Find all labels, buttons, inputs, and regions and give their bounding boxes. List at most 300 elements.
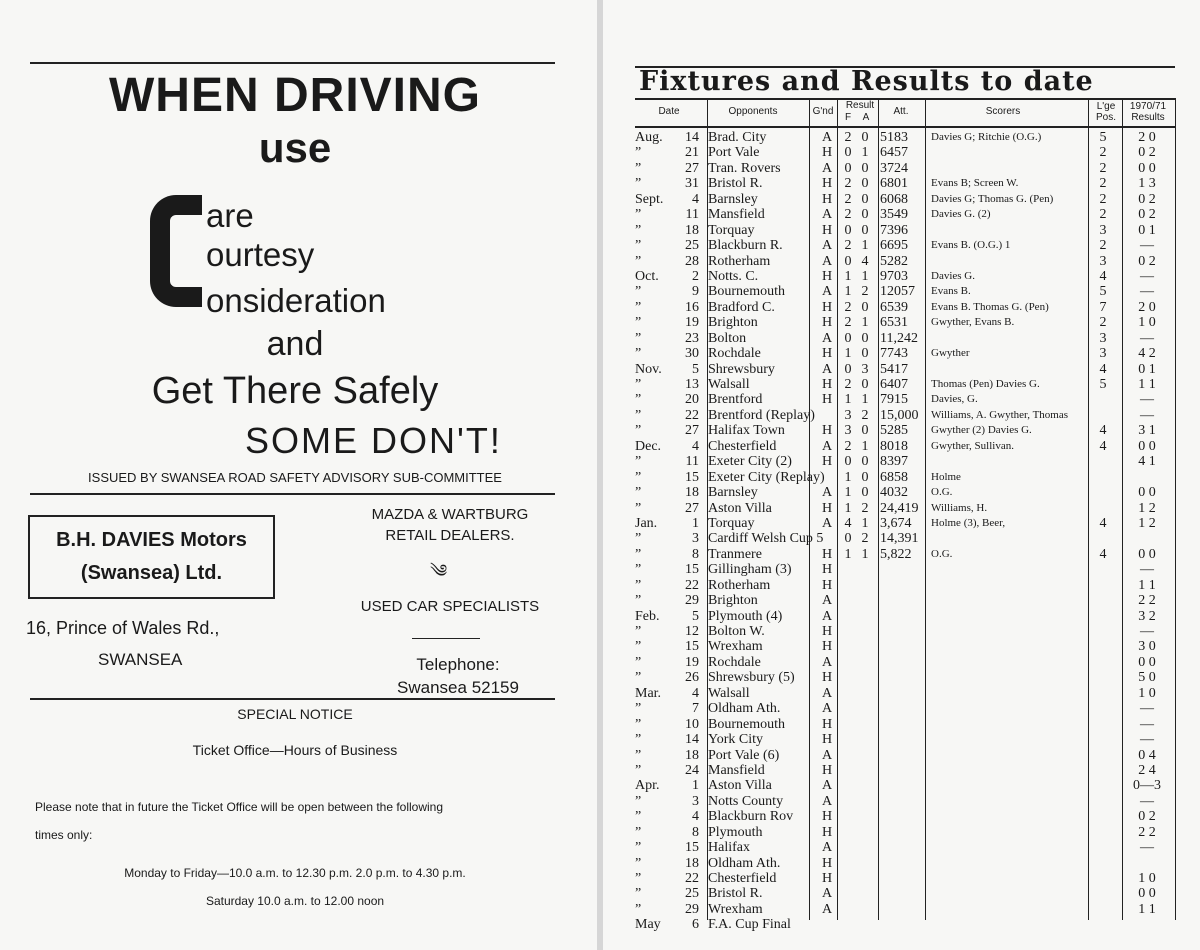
opponent-cell: Cardiff Welsh Cup 5	[708, 531, 824, 547]
result-against-cell: 2	[861, 531, 869, 547]
month-cell: ”	[635, 747, 642, 763]
prev-result-cell: —	[1140, 407, 1154, 423]
special-notice: SPECIAL NOTICE	[237, 706, 353, 722]
opponent-cell: Torquay	[708, 515, 755, 531]
table-row	[633, 192, 1178, 207]
table-row	[633, 254, 1178, 269]
ground-cell: H	[821, 716, 833, 732]
ground-cell: A	[821, 207, 833, 223]
header-league-pos-2: Pos.	[1095, 112, 1116, 123]
table-row	[633, 130, 1178, 145]
day-cell: 18	[685, 747, 699, 763]
league-pos-cell: 5	[1099, 377, 1107, 392]
prev-result-cell: 0 0	[1138, 438, 1156, 454]
text-and: and	[266, 325, 324, 363]
league-pos-cell: 4	[1099, 515, 1107, 531]
prev-result-cell: 0 1	[1138, 222, 1156, 238]
result-for-cell: 1	[844, 392, 852, 408]
month-cell: Dec.	[635, 438, 662, 454]
day-cell: 29	[685, 901, 699, 917]
attendance-cell: 6695	[880, 238, 908, 254]
day-cell: 8	[692, 546, 699, 562]
attendance-cell: 15,000	[880, 407, 919, 423]
opponent-cell: Gillingham (3)	[708, 562, 792, 578]
prev-result-cell: 0 2	[1138, 809, 1156, 825]
table-row	[633, 624, 1178, 639]
attendance-cell: 6801	[880, 176, 908, 192]
league-pos-cell: 4	[1099, 438, 1107, 454]
ground-cell: H	[821, 377, 833, 392]
scorers-cell: Davies, G.	[931, 393, 978, 406]
ground-cell: H	[821, 871, 833, 886]
opponent-cell: Barnsley	[708, 485, 758, 501]
ground-cell: H	[821, 562, 833, 578]
table-row	[633, 269, 1178, 284]
attendance-cell: 6407	[880, 377, 908, 392]
table-row	[633, 748, 1178, 763]
result-for-cell: 1	[844, 346, 852, 362]
prev-result-cell: 1 0	[1138, 315, 1156, 331]
day-cell: 18	[685, 485, 699, 501]
opponent-cell: Halifax	[708, 840, 750, 856]
table-row	[633, 300, 1178, 315]
table-row	[633, 454, 1178, 469]
month-cell: ”	[635, 346, 642, 362]
ground-cell: H	[821, 191, 833, 207]
result-for-cell: 1	[844, 546, 852, 562]
ground-cell: H	[821, 809, 833, 825]
opponent-cell: Brentford (Replay)	[708, 407, 815, 423]
attendance-cell: 7915	[880, 392, 908, 408]
month-cell: Nov.	[635, 361, 662, 377]
ground-cell: A	[821, 361, 833, 377]
prev-result-cell: —	[1140, 716, 1154, 732]
table-row	[633, 778, 1178, 793]
month-cell: Jan.	[635, 515, 658, 531]
prev-result-cell: 0 4	[1138, 747, 1156, 763]
opponent-cell: Bolton	[708, 330, 747, 346]
result-for-cell: 0	[844, 253, 852, 269]
scorers-cell: Gwyther	[931, 347, 970, 360]
table-row	[633, 856, 1178, 871]
month-cell: ”	[635, 824, 642, 840]
month-cell: ”	[635, 469, 642, 485]
day-cell: 11	[685, 454, 699, 470]
prev-result-cell: 3 0	[1138, 639, 1156, 655]
table-row	[633, 501, 1178, 516]
day-cell: 27	[685, 500, 699, 516]
dealer-name: B.H. DAVIES Motors	[56, 529, 247, 551]
prev-result-cell: 0 2	[1138, 253, 1156, 269]
opponent-cell: Rotherham	[708, 253, 771, 269]
opponent-cell: Brighton	[708, 315, 758, 331]
table-row	[633, 516, 1178, 531]
ground-cell: H	[821, 762, 833, 778]
ground-cell: A	[821, 238, 833, 254]
league-pos-cell: 2	[1099, 238, 1107, 254]
day-cell: 26	[685, 670, 699, 686]
prev-result-cell: 0 1	[1138, 361, 1156, 377]
opponent-cell: Tran. Rovers	[708, 160, 781, 176]
result-against-cell: 0	[861, 469, 869, 485]
month-cell: ”	[635, 238, 642, 254]
day-cell: 1	[692, 515, 699, 531]
result-against-cell: 1	[861, 546, 869, 562]
table-row	[633, 902, 1178, 917]
league-pos-cell: 2	[1099, 207, 1107, 223]
header-opponents: Opponents	[728, 106, 778, 117]
month-cell: ”	[635, 716, 642, 732]
day-cell: 4	[692, 191, 699, 207]
result-for-cell: 2	[844, 315, 852, 331]
table-row	[633, 377, 1178, 392]
headline-use: use	[258, 124, 332, 171]
headline-when-driving: WHEN DRIVING	[109, 69, 481, 122]
day-cell: 3	[692, 531, 699, 547]
opponent-cell: Bradford C.	[708, 299, 775, 315]
scorers-cell: Gwyther, Sullivan.	[931, 439, 1014, 452]
opponent-cell: Rochdale	[708, 346, 761, 362]
result-for-cell: 1	[844, 469, 852, 485]
prev-result-cell: 0 0	[1138, 546, 1156, 562]
day-cell: 3	[692, 793, 699, 809]
ground-cell: A	[821, 654, 833, 670]
table-row	[633, 593, 1178, 608]
header-scorers: Scorers	[985, 106, 1021, 117]
result-for-cell: 1	[844, 268, 852, 284]
ground-cell: A	[821, 901, 833, 917]
league-pos-cell: 4	[1099, 423, 1107, 439]
c-word-courtesy: ourtesy	[206, 236, 315, 273]
result-against-cell: 1	[861, 145, 869, 161]
prev-result-cell: 4 1	[1138, 454, 1156, 470]
opponent-cell: Bournemouth	[708, 716, 785, 732]
table-row	[633, 331, 1178, 346]
opponent-cell: Blackburn Rov	[708, 809, 794, 825]
prev-result-cell: —	[1140, 732, 1154, 748]
table-row	[633, 840, 1178, 855]
result-against-cell: 0	[861, 160, 869, 176]
prev-result-cell: —	[1140, 284, 1154, 300]
result-for-cell: 4	[844, 515, 852, 531]
ground-cell: H	[821, 639, 833, 655]
attendance-cell: 3724	[880, 160, 908, 176]
opponent-cell: Chesterfield	[708, 438, 777, 454]
month-cell: ”	[635, 809, 642, 825]
league-pos-cell: 2	[1099, 191, 1107, 207]
day-cell: 6	[692, 917, 699, 933]
result-against-cell: 0	[861, 176, 869, 192]
result-for-cell: 2	[844, 176, 852, 192]
table-row	[633, 562, 1178, 577]
prev-result-cell: 1 0	[1138, 871, 1156, 886]
attendance-cell: 3,674	[880, 515, 912, 531]
result-against-cell: 0	[861, 191, 869, 207]
result-for-cell: 0	[844, 145, 852, 161]
table-row	[633, 485, 1178, 500]
table-row	[633, 423, 1178, 438]
table-row	[633, 871, 1178, 886]
prev-result-cell: 3 1	[1138, 423, 1156, 439]
opponent-cell: Shrewsbury	[708, 361, 775, 377]
day-cell: 12	[685, 624, 699, 639]
result-for-cell: 0	[844, 361, 852, 377]
opponent-cell: Notts. C.	[708, 268, 759, 284]
attendance-cell: 8397	[880, 454, 908, 470]
address-line1: 16, Prince of Wales Rd.,	[26, 618, 220, 638]
ground-cell: A	[821, 886, 833, 902]
prev-result-cell: 1 2	[1138, 515, 1156, 531]
prev-result-cell: —	[1140, 268, 1154, 284]
month-cell: ”	[635, 160, 642, 176]
result-against-cell: 0	[861, 222, 869, 238]
ground-cell: A	[821, 593, 833, 609]
day-cell: 15	[685, 469, 699, 485]
month-cell: ”	[635, 407, 642, 423]
result-against-cell: 0	[861, 346, 869, 362]
scorers-cell: Holme	[931, 470, 961, 483]
ground-cell: A	[821, 284, 833, 300]
mazda-line2: RETAIL DEALERS.	[385, 527, 515, 544]
table-row	[633, 161, 1178, 176]
prev-result-cell: 1 0	[1138, 685, 1156, 701]
weekday-hours: Monday to Friday—10.0 a.m. to 12.30 p.m. 2.0 p.m. to 4.30 p.m.	[124, 866, 466, 880]
day-cell: 7	[692, 701, 699, 717]
issued-rule	[30, 493, 555, 495]
month-cell: ”	[635, 423, 642, 439]
ground-cell: H	[821, 222, 833, 238]
table-row	[633, 392, 1178, 407]
prev-result-cell: —	[1140, 840, 1154, 856]
result-against-cell: 1	[861, 438, 869, 454]
ground-cell: A	[821, 253, 833, 269]
result-for-cell: 1	[844, 284, 852, 300]
header-league-pos-1: L'ge	[1096, 101, 1116, 112]
day-cell: 19	[685, 315, 699, 331]
day-cell: 23	[685, 330, 699, 346]
header-a: A	[862, 112, 870, 123]
table-row	[633, 531, 1178, 546]
scorers-cell: Davies G; Thomas G. (Pen)	[931, 192, 1054, 205]
opponent-cell: Mansfield	[708, 762, 765, 778]
league-pos-cell: 7	[1099, 299, 1107, 315]
scorers-cell: Davies G.	[931, 269, 975, 282]
league-pos-cell: 4	[1099, 361, 1107, 377]
telephone-number: Swansea 52159	[397, 678, 519, 697]
ground-cell: A	[821, 485, 833, 501]
ground-cell: H	[821, 145, 833, 161]
result-for-cell: 0	[844, 531, 852, 547]
opponent-cell: Port Vale	[708, 145, 760, 161]
day-cell: 18	[685, 222, 699, 238]
header-ground: G'nd	[812, 106, 834, 117]
c-word-consideration: onsideration	[206, 282, 386, 319]
table-row	[633, 362, 1178, 377]
prev-result-cell: 5 0	[1138, 670, 1156, 686]
attendance-cell: 24,419	[880, 500, 919, 516]
table-row	[633, 284, 1178, 299]
prev-result-cell: 2 0	[1138, 130, 1156, 145]
ground-cell: H	[821, 454, 833, 470]
result-against-cell: 0	[861, 330, 869, 346]
right-page	[603, 0, 1200, 950]
scorers-cell: Davies G; Ritchie (O.G.)	[931, 131, 1042, 143]
table-row	[633, 408, 1178, 423]
day-cell: 4	[692, 685, 699, 701]
month-cell: ”	[635, 855, 642, 871]
month-cell: Feb.	[635, 608, 660, 624]
table-row	[633, 176, 1178, 191]
opponent-cell: Chesterfield	[708, 871, 777, 886]
attendance-cell: 9703	[880, 268, 908, 284]
table-row	[633, 315, 1178, 330]
month-cell: ”	[635, 654, 642, 670]
result-against-cell: 0	[861, 485, 869, 501]
ground-cell: H	[821, 670, 833, 686]
ground-cell: H	[821, 732, 833, 748]
table-row	[633, 207, 1178, 222]
month-cell: ”	[635, 207, 642, 223]
result-for-cell: 2	[844, 238, 852, 254]
month-cell: ”	[635, 624, 642, 639]
scorers-cell: Evans B; Screen W.	[931, 177, 1019, 190]
attendance-cell: 6457	[880, 145, 908, 161]
prev-result-cell: 2 0	[1138, 299, 1156, 315]
prev-result-cell: 1 1	[1138, 577, 1156, 593]
table-row	[633, 238, 1178, 253]
table-row	[633, 655, 1178, 670]
result-for-cell: 2	[844, 191, 852, 207]
ground-cell: H	[821, 268, 833, 284]
attendance-cell: 5183	[880, 130, 908, 145]
opponent-cell: Rotherham	[708, 577, 771, 593]
used-car-specialists: USED CAR SPECIALISTS	[360, 598, 540, 615]
table-row	[633, 917, 1178, 932]
month-cell: ”	[635, 299, 642, 315]
month-cell: ”	[635, 546, 642, 562]
ground-cell: A	[821, 840, 833, 856]
fixtures-title: Fixtures and Results to date	[639, 66, 1094, 97]
result-against-cell: 1	[861, 268, 869, 284]
result-for-cell: 1	[844, 485, 852, 501]
scorers-cell: O.G.	[931, 547, 953, 560]
opponent-cell: Wrexham	[708, 639, 763, 655]
day-cell: 14	[685, 732, 699, 748]
opponent-cell: Barnsley	[708, 191, 758, 207]
ground-cell: H	[821, 392, 833, 408]
result-for-cell: 2	[844, 207, 852, 223]
opponent-cell: Notts County	[708, 793, 784, 809]
prev-result-cell: —	[1140, 793, 1154, 809]
scorers-cell: Williams, A. Gwyther, Thomas	[931, 408, 1069, 421]
prev-result-cell: 2 2	[1138, 593, 1156, 609]
prev-result-cell: —	[1140, 624, 1154, 639]
attendance-cell: 6858	[880, 469, 908, 485]
month-cell: Apr.	[635, 778, 660, 794]
attendance-cell: 5,822	[880, 546, 912, 562]
ground-cell: A	[821, 330, 833, 346]
month-cell: ”	[635, 562, 642, 578]
day-cell: 4	[692, 809, 699, 825]
table-row	[633, 886, 1178, 901]
day-cell: 28	[685, 253, 699, 269]
header-att: Att.	[893, 106, 909, 117]
attendance-cell: 7396	[880, 222, 908, 238]
attendance-cell: 11,242	[880, 330, 918, 346]
day-cell: 1	[692, 778, 699, 794]
attendance-cell: 8018	[880, 438, 908, 454]
opponent-cell: Exeter City (Replay)	[708, 469, 825, 485]
result-against-cell: 2	[861, 407, 869, 423]
attendance-cell: 3549	[880, 207, 908, 223]
month-cell: ”	[635, 176, 642, 192]
mazda-line1: MAZDA & WARTBURG	[371, 506, 529, 523]
header-bottom-rule	[635, 126, 1175, 128]
opponent-cell: Bristol R.	[708, 176, 763, 192]
attendance-cell: 14,391	[880, 531, 919, 547]
opponent-cell: Bolton W.	[708, 624, 765, 639]
scorers-cell: Evans B. (O.G.) 1	[931, 239, 1011, 252]
month-cell: ”	[635, 531, 642, 547]
table-row	[633, 470, 1178, 485]
result-against-cell: 0	[861, 423, 869, 439]
day-cell: 25	[685, 886, 699, 902]
short-rule	[412, 638, 480, 639]
table-row	[633, 223, 1178, 238]
scorers-cell: Davies G. (2)	[931, 208, 991, 221]
header-prev-1: 1970/71	[1129, 101, 1167, 112]
prev-result-cell: 1 1	[1138, 901, 1156, 917]
ground-cell: H	[821, 855, 833, 871]
opponent-cell: Exeter City (2)	[708, 454, 792, 470]
prev-result-cell: 0 0	[1138, 485, 1156, 501]
day-cell: 10	[685, 716, 699, 732]
prev-result-cell: —	[1140, 330, 1154, 346]
result-for-cell: 2	[844, 299, 852, 315]
month-cell: ”	[635, 253, 642, 269]
result-against-cell: 0	[861, 377, 869, 392]
text-some-dont: SOME DON'T!	[245, 420, 502, 461]
opponent-cell: Bristol R.	[708, 886, 763, 902]
ground-cell: A	[821, 778, 833, 794]
ticket-office-title: Ticket Office—Hours of Business	[192, 742, 398, 758]
scorers-cell: Evans B.	[931, 285, 971, 298]
league-pos-cell: 4	[1099, 546, 1107, 562]
header-result: Result	[845, 100, 875, 111]
dealer-box	[28, 515, 275, 599]
result-against-cell: 1	[861, 392, 869, 408]
fixtures-table	[633, 130, 1178, 933]
opponent-cell: Walsall	[708, 685, 750, 701]
month-cell: Oct.	[635, 268, 659, 284]
month-cell: ”	[635, 392, 642, 408]
league-pos-cell: 4	[1099, 268, 1107, 284]
notice-text-line1: Please note that in future the Ticket Office will be open between the following	[35, 800, 444, 814]
opponent-cell: Tranmere	[708, 546, 762, 562]
prev-result-cell: —	[1140, 238, 1154, 254]
prev-result-cell: 1 2	[1138, 500, 1156, 516]
ground-cell: A	[821, 608, 833, 624]
day-cell: 22	[685, 407, 699, 423]
opponent-cell: Oldham Ath.	[708, 855, 781, 871]
prev-result-cell: 0—3	[1133, 778, 1161, 794]
month-cell: ”	[635, 222, 642, 238]
opponent-cell: Wrexham	[708, 901, 763, 917]
league-pos-cell: 2	[1099, 145, 1107, 161]
day-cell: 24	[685, 762, 699, 778]
day-cell: 15	[685, 562, 699, 578]
opponent-cell: F.A. Cup Final	[708, 917, 791, 933]
